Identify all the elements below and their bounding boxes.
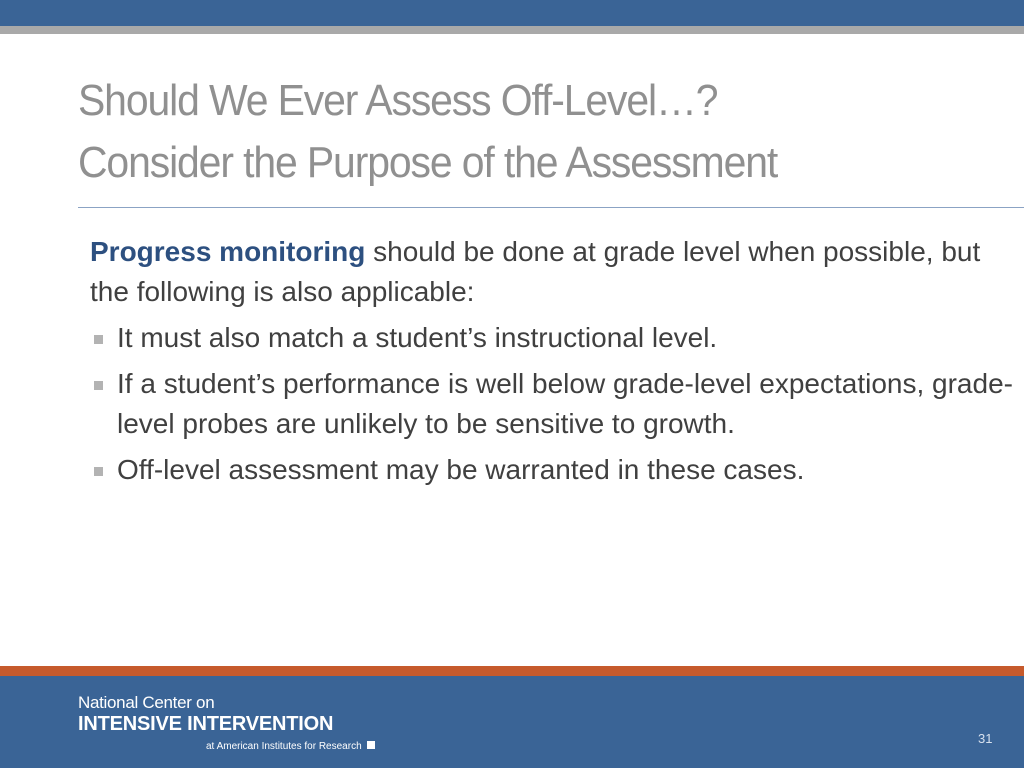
header-rule — [0, 26, 1024, 34]
footer-rule — [0, 666, 1024, 676]
square-bullet-icon — [94, 467, 103, 476]
title-divider — [78, 207, 1024, 208]
bullet-text: It must also match a student’s instructional level. — [117, 322, 718, 353]
slide-title — [78, 70, 943, 194]
title-line-2: Consider the Purpose of the Assessment — [78, 138, 778, 187]
title-line-1: Should We Ever Assess Off-Level…? — [78, 76, 718, 125]
bullet-text: Off-level assessment may be warranted in these cases. — [117, 454, 805, 485]
org-affiliation-text: at American Institutes for Research — [206, 741, 362, 752]
bullet-item — [90, 318, 1020, 358]
bullet-item — [90, 450, 1020, 490]
lead-paragraph — [90, 232, 1020, 312]
square-logo-icon — [367, 741, 375, 749]
lead-emphasis: Progress monitoring — [90, 236, 366, 267]
header-bar — [0, 0, 1024, 26]
bullet-item — [90, 364, 1020, 444]
square-bullet-icon — [94, 335, 103, 344]
slide-number: 31 — [978, 731, 993, 746]
lead-text: should be done at grade level when possible, but the following is also applicable: — [90, 236, 981, 307]
org-affiliation — [206, 741, 375, 752]
bullet-list — [90, 318, 1020, 490]
slide-body — [90, 232, 1020, 496]
org-name-line-1: National Center on — [78, 693, 215, 712]
org-name-line-2: INTENSIVE INTERVENTION — [78, 713, 334, 735]
square-bullet-icon — [94, 381, 103, 390]
bullet-text: If a student’s performance is well below grade-level expectations, grade-level probes are unlikely to be sensitive to growth. — [117, 368, 1013, 439]
